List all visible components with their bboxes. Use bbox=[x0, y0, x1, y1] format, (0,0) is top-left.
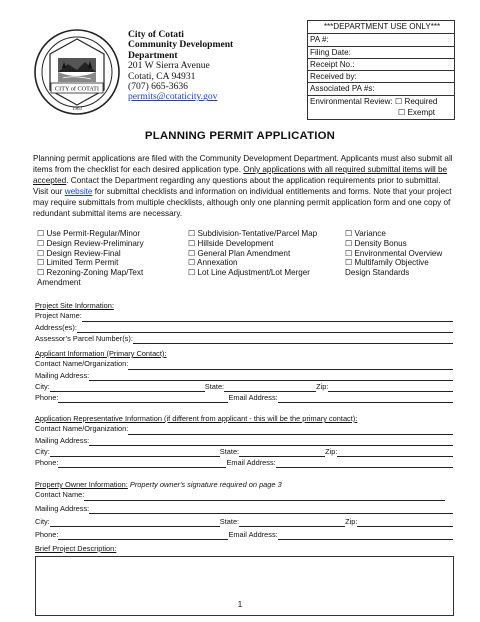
page-title: PLANNING PERMIT APPLICATION bbox=[144, 130, 336, 142]
project-name-label: Project Name: bbox=[35, 311, 82, 321]
owner-email-input[interactable] bbox=[278, 533, 453, 540]
svg-text:1963: 1963 bbox=[72, 107, 82, 112]
representative-zip-label: Zip: bbox=[325, 446, 338, 456]
parcel-number-input[interactable] bbox=[133, 337, 453, 344]
department-name-line1: Community Development bbox=[128, 39, 234, 51]
header-address bbox=[128, 30, 233, 103]
owner-city-input[interactable] bbox=[50, 520, 220, 527]
application-type-col2 bbox=[188, 229, 343, 278]
representative-heading: Application Representative Information (if different from applicant - this will be the primary contact): bbox=[35, 414, 358, 423]
applicant-city-label: City: bbox=[35, 381, 50, 391]
required-checkbox[interactable]: ☐ Required bbox=[395, 96, 438, 106]
parcel-number-label: Assessor’s Parcel Number(s): bbox=[35, 333, 133, 343]
applicant-zip-input[interactable] bbox=[328, 385, 453, 392]
intro-required-note: Only applications with all required submittal items will be accepted bbox=[33, 165, 448, 185]
owner-zip-input[interactable] bbox=[357, 520, 453, 527]
checkbox-environmental-overview[interactable]: ☐ Environmental Overview bbox=[345, 248, 443, 258]
owner-signature-note: Property owner's signature required on page 3 bbox=[127, 480, 282, 489]
page-number: 1 bbox=[237, 600, 243, 609]
department-use-title: ***DEPARTMENT USE ONLY*** bbox=[323, 22, 441, 31]
owner-contact-input[interactable] bbox=[84, 494, 445, 501]
owner-state-input[interactable] bbox=[239, 520, 345, 527]
representative-phone-label: Phone: bbox=[35, 458, 59, 468]
intro-paragraph bbox=[33, 153, 453, 219]
owner-mailing-label: Mailing Address: bbox=[35, 503, 90, 513]
applicant-phone-input[interactable] bbox=[58, 396, 228, 403]
intro-text-2: . Contact the Department regarding any questions about the application requirements prior to submittal. Visit our bbox=[33, 176, 441, 196]
applicant-mailing-input[interactable] bbox=[89, 374, 453, 381]
brief-description-label bbox=[35, 544, 116, 554]
applicant-heading: Applicant Information (Primary Contact): bbox=[35, 349, 167, 358]
owner-city-label: City: bbox=[35, 516, 50, 526]
checkbox-design-review-final[interactable]: ☐ Design Review-Final bbox=[37, 248, 121, 258]
department-name-line2: Department bbox=[128, 49, 178, 61]
owner-zip-label: Zip: bbox=[345, 516, 358, 526]
owner-phone-input[interactable] bbox=[58, 533, 228, 540]
brief-description-heading: Brief Project Description: bbox=[35, 544, 117, 553]
intro-text-3: for submittal checklists and information on individual entitlements and forms. Note that your project may require submittals from multiple checklists, although only one planning permit application form and one copy of redundant submittal items are necessary. bbox=[33, 187, 452, 218]
representative-section bbox=[35, 414, 453, 468]
checkbox-variance[interactable]: ☐ Variance bbox=[345, 229, 386, 238]
owner-mailing-input[interactable] bbox=[89, 507, 453, 514]
checkbox-rezoning[interactable]: ☐ Rezoning-Zoning Map/Text bbox=[37, 268, 144, 278]
application-type-col3 bbox=[345, 229, 455, 278]
checkbox-limited-term-permit[interactable]: ☐ Limited Term Permit bbox=[37, 258, 119, 268]
applicant-zip-label: Zip: bbox=[316, 381, 329, 391]
applicant-phone-label: Phone: bbox=[35, 393, 59, 403]
representative-city-label: City: bbox=[35, 446, 50, 456]
city-name: City of Cotati bbox=[128, 29, 184, 40]
environmental-review-label: Environmental Review: bbox=[310, 96, 393, 106]
representative-city-input[interactable] bbox=[50, 450, 220, 457]
project-site-heading: Project Site Information: bbox=[35, 301, 114, 310]
address-input[interactable] bbox=[77, 326, 453, 333]
received-by-field[interactable]: Received by: bbox=[308, 70, 454, 82]
department-use-box bbox=[307, 20, 455, 120]
environmental-review-row bbox=[308, 95, 454, 119]
application-type-col1 bbox=[37, 229, 187, 288]
checkbox-design-review-preliminary[interactable]: ☐ Design Review-Preliminary bbox=[37, 238, 144, 248]
checkbox-rezoning-continued: Amendment bbox=[37, 277, 81, 287]
svg-text:CITY of COTATI: CITY of COTATI bbox=[55, 85, 99, 93]
project-name-input[interactable] bbox=[82, 315, 453, 322]
owner-contact-label: Contact Name: bbox=[35, 490, 85, 500]
representative-mailing-label: Mailing Address: bbox=[35, 435, 90, 445]
owner-section bbox=[35, 480, 453, 540]
representative-state-label: State: bbox=[219, 446, 240, 456]
exempt-checkbox[interactable]: ☐ Exempt bbox=[398, 108, 435, 118]
applicant-email-label: Email Address: bbox=[228, 393, 278, 403]
representative-zip-input[interactable] bbox=[337, 450, 453, 457]
city-state-zip: Cotati, CA 94931 bbox=[128, 70, 196, 82]
checkbox-subdivision[interactable]: ☐ Subdivision-Tentative/Parcel Map bbox=[188, 229, 318, 238]
filing-date-field[interactable]: Filing Date: bbox=[308, 46, 454, 58]
applicant-city-input[interactable] bbox=[50, 385, 205, 392]
website-link[interactable]: website bbox=[64, 187, 93, 196]
city-seal-logo bbox=[33, 28, 121, 116]
checkbox-density-bonus[interactable]: ☐ Density Bonus bbox=[345, 238, 407, 248]
applicant-email-input[interactable] bbox=[278, 396, 453, 403]
applicant-section bbox=[35, 349, 453, 403]
representative-contact-input[interactable] bbox=[128, 428, 453, 435]
checkbox-hillside-development[interactable]: ☐ Hillside Development bbox=[188, 238, 274, 248]
owner-phone-label: Phone: bbox=[35, 530, 59, 540]
representative-email-input[interactable] bbox=[276, 461, 453, 468]
associated-pa-field[interactable]: Associated PA #s: bbox=[308, 82, 454, 94]
email-link[interactable]: permits@cotaticity.gov bbox=[128, 91, 218, 103]
address-label: Address(es): bbox=[35, 322, 77, 332]
receipt-number-field[interactable]: Receipt No.: bbox=[308, 58, 454, 70]
representative-mailing-input[interactable] bbox=[89, 439, 453, 446]
representative-email-label: Email Address: bbox=[226, 458, 276, 468]
applicant-contact-input[interactable] bbox=[128, 363, 453, 370]
checkbox-lot-line-adjustment[interactable]: ☐ Lot Line Adjustment/Lot Merger bbox=[188, 268, 310, 278]
representative-phone-input[interactable] bbox=[58, 461, 226, 468]
checkbox-multifamily-design-standards[interactable]: ☐ Multifamily Objective Design Standards bbox=[345, 258, 429, 278]
intro-text-1: Planning permit applications are filed with the Community Development Department. Applicants must also submit all items from the checklist for each desired application type. bbox=[33, 154, 453, 174]
applicant-mailing-label: Mailing Address: bbox=[35, 370, 90, 380]
checkbox-use-permit[interactable]: ☐ Use Permit-Regular/Minor bbox=[37, 229, 141, 238]
owner-state-label: State: bbox=[219, 516, 240, 526]
checkbox-general-plan-amendment[interactable]: ☐ General Plan Amendment bbox=[188, 248, 291, 258]
representative-contact-label: Contact Name/Organization: bbox=[35, 424, 129, 434]
applicant-state-input[interactable] bbox=[224, 385, 316, 392]
owner-heading: Property Owner Information: bbox=[35, 480, 128, 489]
representative-state-input[interactable] bbox=[239, 450, 325, 457]
checkbox-annexation[interactable]: ☐ Annexation bbox=[188, 258, 238, 268]
project-site-section bbox=[35, 301, 453, 344]
applicant-state-label: State: bbox=[204, 381, 225, 391]
applicant-contact-label: Contact Name/Organization: bbox=[35, 359, 129, 369]
pa-number-field[interactable]: PA #: bbox=[308, 33, 454, 45]
phone-number: (707) 665-3636 bbox=[128, 81, 188, 93]
street-address: 201 W Sierra Avenue bbox=[128, 60, 210, 72]
owner-email-label: Email Address: bbox=[228, 530, 278, 540]
